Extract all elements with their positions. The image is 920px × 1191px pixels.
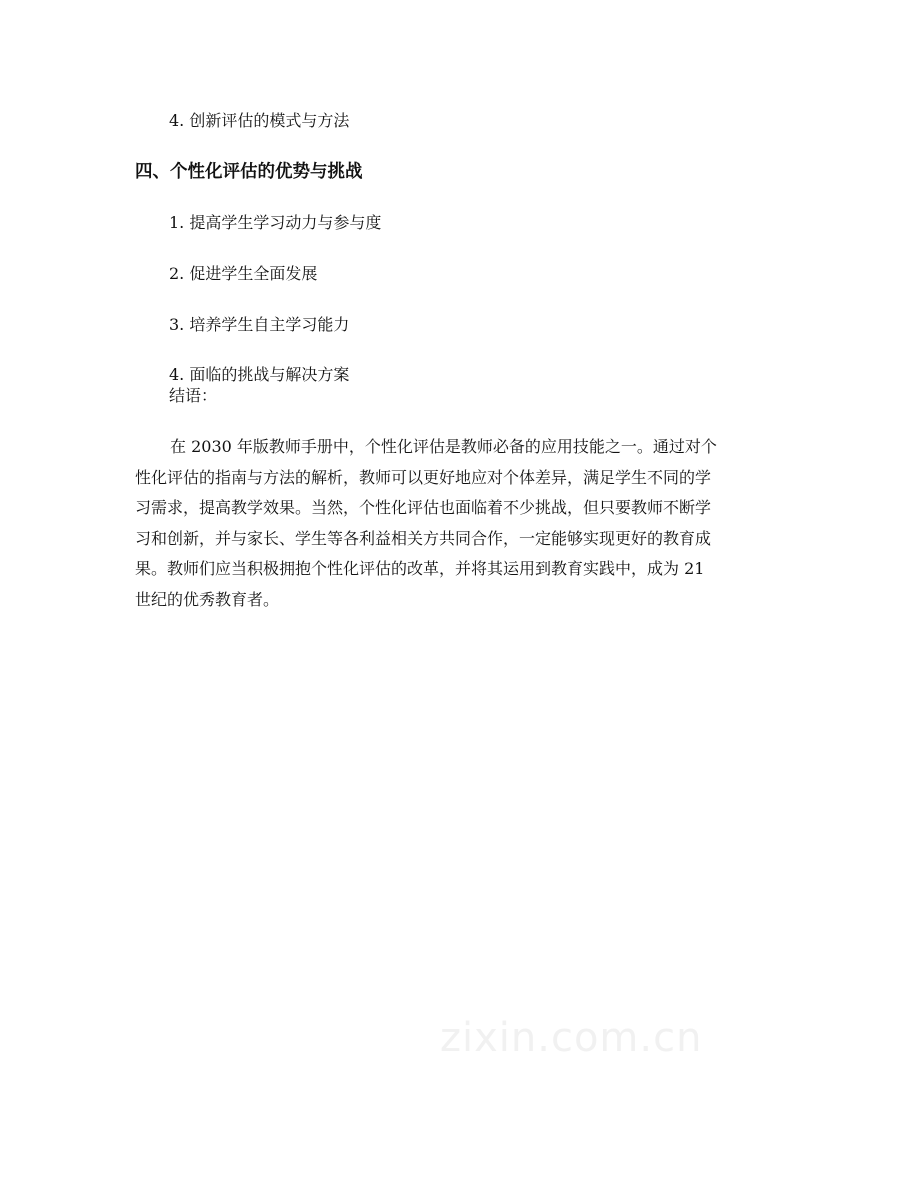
closing-label: 结语： xyxy=(169,386,218,405)
paragraph-line: 习和创新，并与家长、学生等各利益相关方共同合作，一定能够实现更好的教育成 xyxy=(135,528,712,548)
paragraph-line: 习需求，提高教学效果。当然，个性化评估也面临着不少挑战，但只要教师不断学 xyxy=(135,498,712,517)
paragraph-line: 在 2030 年版教师手册中，个性化评估是教师必备的应用技能之一。通过对个 xyxy=(170,437,717,456)
paragraph-line: 果。教师们应当积极拥抱个性化评估的改革，并将其运用到教育实践中，成为 21 xyxy=(135,559,705,578)
closing-paragraph xyxy=(135,432,785,615)
paragraph-line: 世纪的优秀教育者。 xyxy=(135,589,280,609)
list-item-challenges: 4. 面临的挑战与解决方案 xyxy=(169,365,350,384)
list-item-development: 2. 促进学生全面发展 xyxy=(169,264,318,283)
list-item-innovative-methods: 4. 创新评估的模式与方法 xyxy=(169,111,350,130)
watermark: zixin.com.cn xyxy=(440,1015,703,1061)
paragraph-line: 性化评估的指南与方法的解析，教师可以更好地应对个体差异，满足学生不同的学 xyxy=(135,467,712,487)
list-item-autonomy: 3. 培养学生自主学习能力 xyxy=(169,315,350,334)
section-heading: 四、个性化评估的优势与挑战 xyxy=(135,162,363,182)
list-item-motivation: 1. 提高学生学习动力与参与度 xyxy=(169,213,382,232)
